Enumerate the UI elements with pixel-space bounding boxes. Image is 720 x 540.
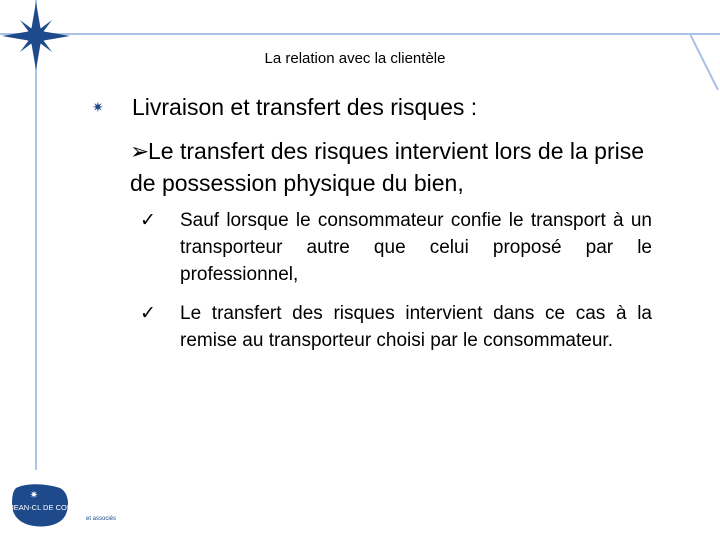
logo-name-text: JEAN-CL DE COULON — [10, 503, 88, 512]
bullet-level1-text: Livraison et transfert des risques : — [132, 94, 478, 120]
checkmark-bullet-icon: ✓ — [140, 303, 156, 324]
bullet-level3-item — [140, 207, 652, 288]
bullet-level3-text: Sauf lorsque le consommateur confie le transport à un transporteur autre que celui proposé par le professionnel, — [180, 210, 652, 285]
arrow-bullet-icon: ➢ — [130, 138, 150, 164]
logo-subtitle-text: et associés — [86, 516, 117, 522]
bullet-level2-text: Le transfert des risques intervient lors de la prise de possession physique du bien, — [130, 138, 645, 196]
bullet-level2 — [130, 135, 660, 199]
company-logo — [8, 480, 128, 530]
svg-text:✷: ✷ — [29, 490, 39, 501]
checkmark-bullet-icon: ✓ — [140, 210, 156, 231]
slide-title: La relation avec la clientèle — [264, 50, 446, 67]
bullet-level1 — [92, 94, 477, 121]
bullet-level3-text: Le transfert des risques intervient dans ce cas à la remise au transporteur choisi par le consommateur. — [180, 303, 652, 351]
star-bullet-icon: ✷ — [92, 99, 104, 115]
bullet-level3-item — [140, 300, 652, 354]
